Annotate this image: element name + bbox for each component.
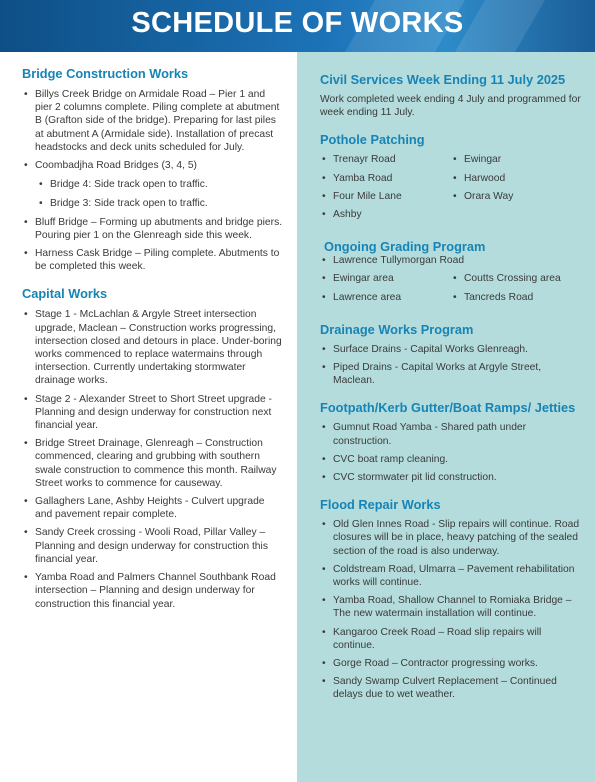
- sub-list-item: • Bridge 4: Side track open to traffic.: [22, 178, 284, 191]
- grading-heading: Ongoing Grading Program: [324, 239, 486, 255]
- list-item: • Stage 1 - McLachlan & Argyle Street intersection upgrade, Maclean – Construction works progressing, intersection closed and detours in place. Under-boring works commenced to replace watermains through intersection. Currently undertaking stormwater drainage works.: [22, 308, 284, 387]
- list-item: • Yamba Road, Shallow Channel to Romiaka Bridge – The new watermain installation will continue.: [320, 594, 582, 620]
- right-panel: [297, 52, 595, 782]
- list-item: • Tancreds Road: [451, 291, 582, 304]
- capital-heading: Capital Works: [22, 286, 108, 302]
- list-item: • Kangaroo Creek Road – Road slip repairs will continue.: [320, 626, 582, 652]
- list-item: • Harness Cask Bridge – Piling complete. Abutments to be completed this week.: [22, 247, 284, 273]
- list-item: • Stage 2 - Alexander Street to Short Street upgrade - Planning and design underway for construction next financial year.: [22, 393, 284, 433]
- list-item: • Orara Way: [451, 190, 582, 203]
- pothole-section: [320, 132, 582, 226]
- flood-heading: Flood Repair Works: [320, 497, 441, 513]
- list-item-label: Coombadjha Road Bridges (3, 4, 5): [35, 160, 197, 172]
- list-item: • CVC stormwater pit lid construction.: [320, 471, 582, 484]
- list-item: • Gorge Road – Contractor progressing works.: [320, 657, 582, 670]
- list-item: • Sandy Creek crossing - Wooli Road, Pillar Valley – Planning and design underway for construction this financial year.: [22, 526, 284, 566]
- list-item: • Sandy Swamp Culvert Replacement – Continued delays due to wet weather.: [320, 675, 582, 701]
- bridge-heading: Bridge Construction Works: [22, 66, 189, 81]
- flood-section: [320, 497, 582, 701]
- grading-section: [320, 239, 582, 309]
- capital-section: [22, 286, 284, 610]
- footpath-section: [320, 400, 582, 484]
- list-item: • Ewingar area: [320, 272, 451, 285]
- list-item: • Yamba Road: [320, 172, 451, 185]
- pothole-heading: Pothole Patching: [320, 132, 425, 148]
- list-item: • Gallaghers Lane, Ashby Heights - Culvert upgrade and pavement repair complete.: [22, 495, 284, 521]
- list-item: • Billys Creek Bridge on Armidale Road – Pier 1 and pier 2 columns complete. Piling complete at abutment B (Grafton side of the bridge). Preparing for last piles at abutment A (Armidale side). Installation of precast headstocks and deck units scheduled for July.: [22, 88, 284, 154]
- list-item: • Four Mile Lane: [320, 190, 451, 203]
- civil-section: [320, 72, 582, 119]
- civil-text: Work completed week ending 4 July and programmed for week ending 11 July.: [320, 94, 581, 119]
- footpath-heading: Footpath/Kerb Gutter/Boat Ramps/ Jetties: [320, 400, 576, 416]
- list-item: • Lawrence Tullymorgan Road: [320, 254, 582, 267]
- list-item: • Coldstream Road, Ulmarra – Pavement rehabilitation works will continue.: [320, 563, 582, 589]
- list-item: • Lawrence area: [320, 291, 451, 304]
- list-item: • Bridge Street Drainage, Glenreagh – Construction commenced, clearing and grubbing with southern swale construction to commence this month. Railway Street works to commence for causeway.: [22, 437, 284, 490]
- bridge-section: [22, 66, 284, 273]
- list-item: • Gumnut Road Yamba - Shared path under construction.: [320, 421, 582, 447]
- page-title: SCHEDULE OF WORKS: [131, 7, 464, 39]
- list-item: • Yamba Road and Palmers Channel Southbank Road intersection – Planning and design underway for construction this financial year.: [22, 571, 284, 611]
- list-item: • Trenayr Road: [320, 153, 451, 166]
- sub-list-item: • Bridge 3: Side track open to traffic.: [22, 197, 284, 210]
- list-item: • Piped Drains - Capital Works at Argyle Street, Maclean.: [320, 361, 582, 387]
- list-item: [22, 159, 284, 211]
- drainage-section: [320, 322, 582, 388]
- left-column: [22, 66, 284, 624]
- civil-heading: Civil Services Week Ending 11 July 2025: [320, 72, 566, 87]
- title-banner: [0, 0, 595, 52]
- drainage-heading: Drainage Works Program: [320, 321, 474, 337]
- list-item: • Old Glen Innes Road - Slip repairs will continue. Road closures will be in place, heavy patching of the sealed section of the road is also underway.: [320, 518, 582, 558]
- list-item: • Bluff Bridge – Forming up abutments and bridge piers. Pouring pier 1 on the Glenreagh side this week.: [22, 216, 284, 242]
- list-item: • Surface Drains - Capital Works Glenreagh.: [320, 343, 582, 356]
- list-item: • CVC boat ramp cleaning.: [320, 453, 582, 466]
- list-item: • Ashby: [320, 208, 451, 221]
- list-item: • Harwood: [451, 172, 582, 185]
- list-item: • Ewingar: [451, 153, 582, 166]
- list-item: • Coutts Crossing area: [451, 272, 582, 285]
